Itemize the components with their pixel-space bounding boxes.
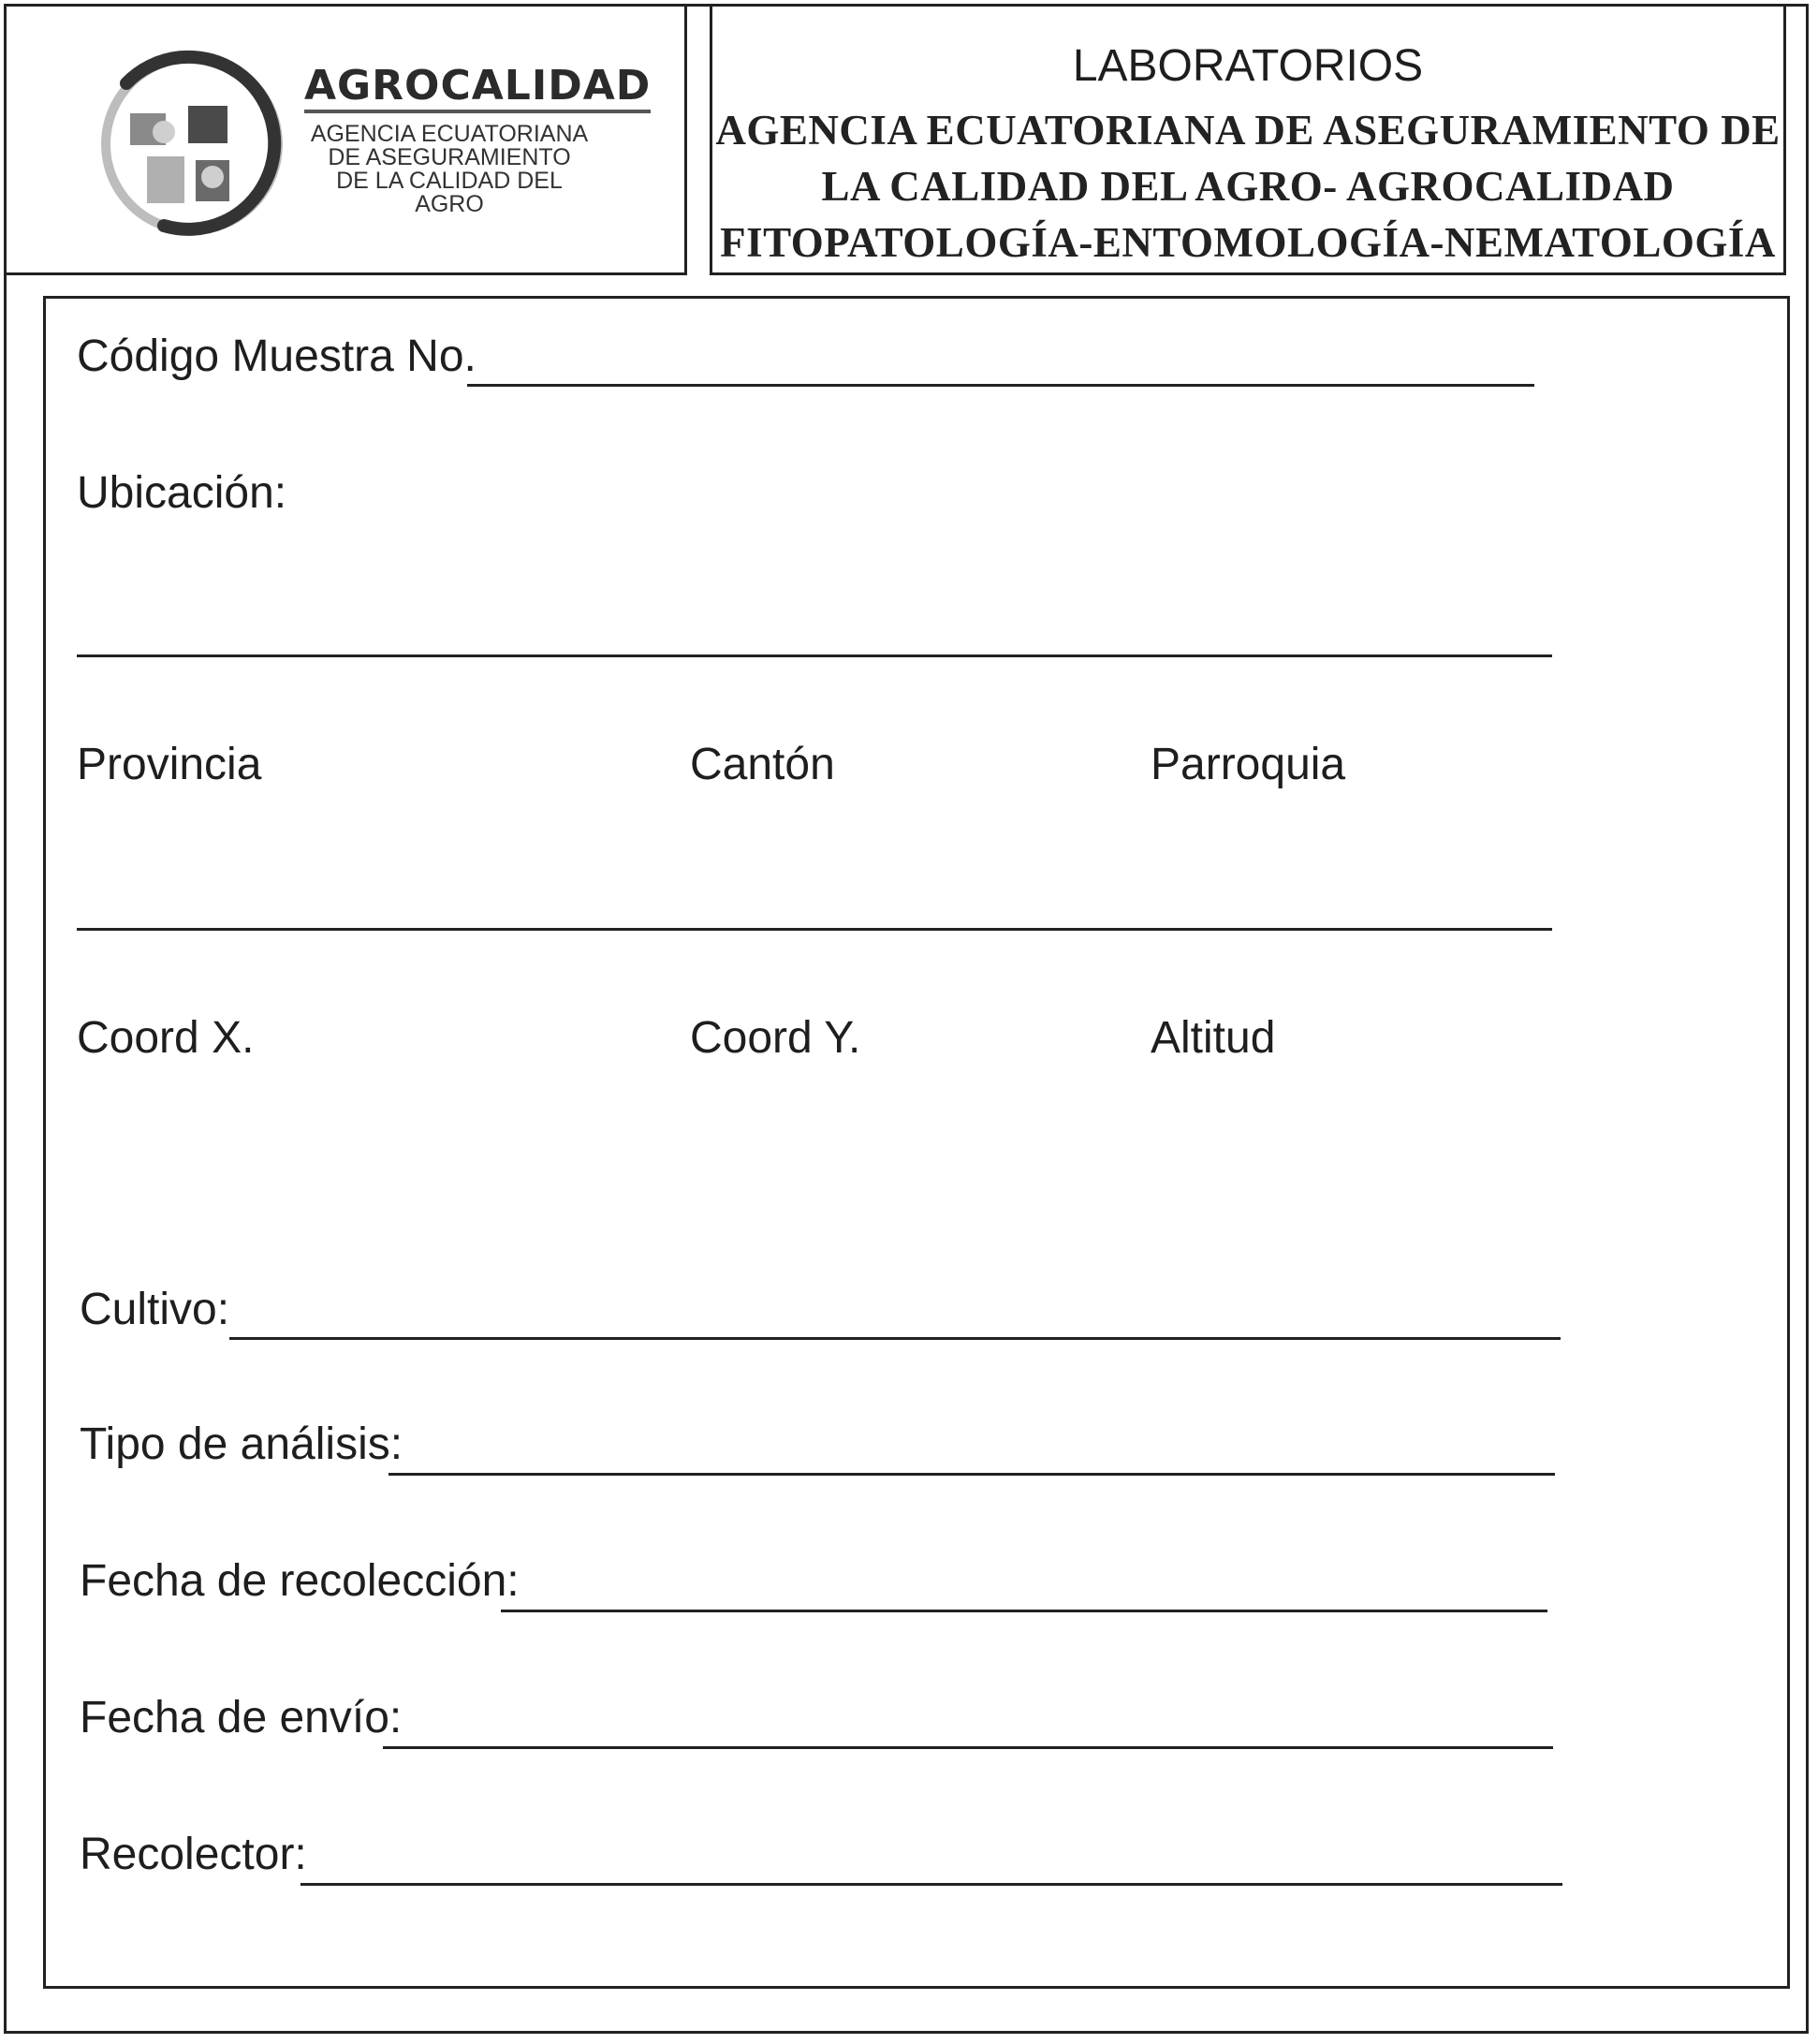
logo-name: AGROCALIDAD <box>304 65 651 113</box>
logo-subtitle <box>304 123 594 216</box>
tipo-analisis-label: Tipo de análisis: <box>80 1419 403 1469</box>
title-line-3: FITOPATOLOGÍA-ENTOMOLOGÍA-NEMATOLOGÍA <box>720 219 1776 266</box>
cultivo-line <box>229 1337 1561 1340</box>
fecha-envio-label: Fecha de envío: <box>80 1693 403 1743</box>
fecha-envio-line <box>383 1746 1553 1749</box>
coord-y-label: Coord Y. <box>690 1013 861 1063</box>
localidad-line <box>77 928 1552 931</box>
title-main: LABORATORIOS <box>1072 41 1424 91</box>
canton-label: Cantón <box>690 740 835 789</box>
cultivo-label: Cultivo: <box>80 1285 230 1334</box>
fecha-recoleccion-label: Fecha de recolección: <box>80 1556 520 1606</box>
fecha-recoleccion-line <box>501 1610 1547 1612</box>
logo-subtitle-line: DE ASEGURAMIENTO <box>328 144 571 170</box>
agrocalidad-logo-icon <box>98 27 295 252</box>
tipo-analisis-line <box>389 1473 1555 1476</box>
provincia-label: Provincia <box>77 740 262 789</box>
codigo-muestra-label: Código Muestra No. <box>77 331 476 381</box>
logo-box <box>4 4 687 275</box>
title-box <box>710 4 1786 275</box>
recolector-label: Recolector: <box>80 1830 307 1879</box>
parroquia-label: Parroquia <box>1151 740 1346 789</box>
altitud-label: Altitud <box>1151 1013 1276 1063</box>
ubicacion-line <box>77 654 1552 657</box>
ubicacion-label: Ubicación: <box>77 468 287 518</box>
logo-subtitle-line: AGENCIA ECUATORIANA <box>310 121 589 147</box>
title-line-2: LA CALIDAD DEL AGRO- AGROCALIDAD <box>821 163 1675 210</box>
title-line-1: AGENCIA ECUATORIANA DE ASEGURAMIENTO DE <box>715 107 1781 154</box>
form-box <box>43 296 1790 1989</box>
codigo-muestra-line <box>467 384 1534 387</box>
coord-x-label: Coord X. <box>77 1013 255 1063</box>
recolector-line <box>301 1883 1562 1886</box>
logo-subtitle-line: DE LA CALIDAD DEL AGRO <box>336 168 563 217</box>
